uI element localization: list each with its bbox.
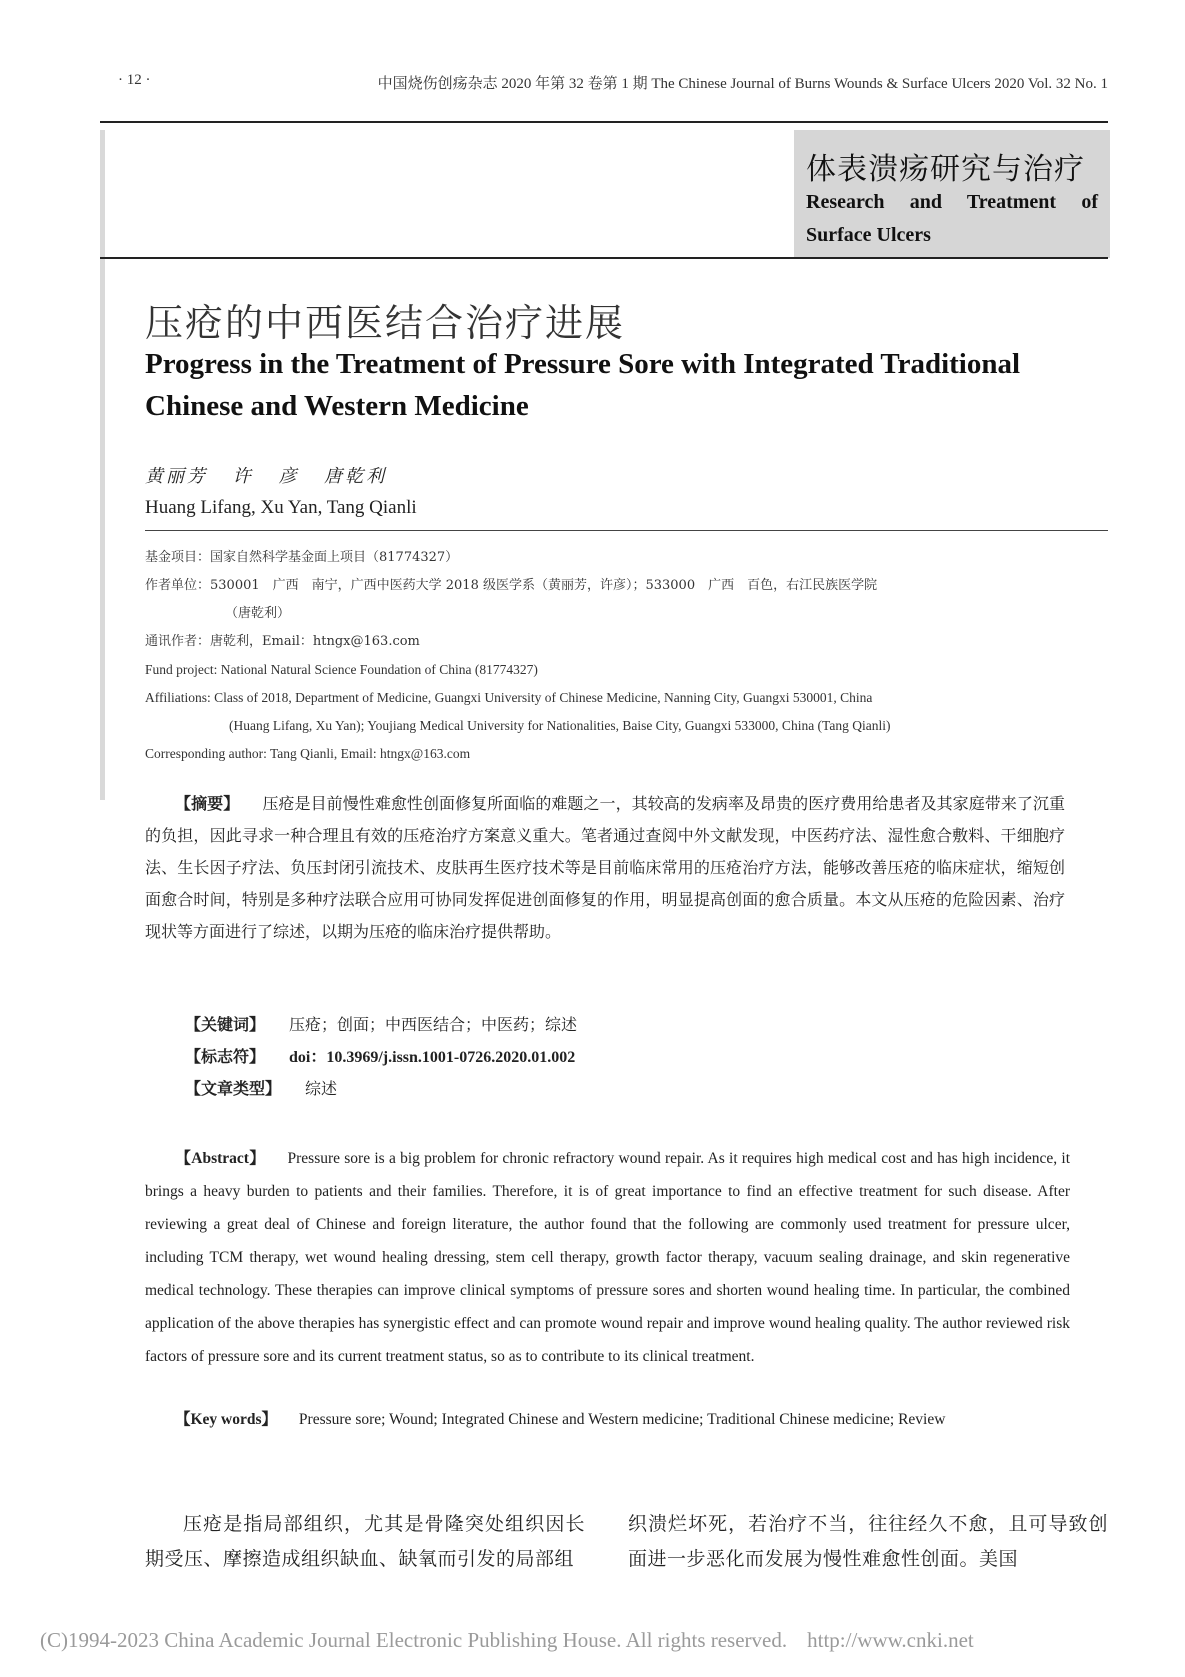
article-title-cn: 压疮的中西医结合治疗进展 — [145, 301, 626, 345]
column-label-box — [794, 130, 1110, 258]
fund-cn: 基金项目：国家自然科学基金面上项目（81774327） — [145, 550, 459, 565]
abstract-cn-text: 压疮是目前慢性难愈性创面修复所面临的难题之一，其较高的发病率及昂贵的医疗费用给患者及其家庭带来了沉重的负担，因此寻求一种合理且有效的压疮治疗方案意义重大。笔者通过查阅中外文献发现，中医药疗法、湿性愈合敷料、干细胞疗法、生长因子疗法、负压封闭引流技术、皮肤再生医疗技术等是目前临床常用的压疮治疗方法，能够改善压疮的临床症状，缩短创面愈合时间，特别是多种疗法联合应用可协同发挥促进创面修复的作用，明显提高创面的愈合质量。本文从压疮的危险因素、治疗现状等方面进行了综述，以期为压疮的临床治疗提供帮助。 — [145, 794, 1065, 941]
affiliation-en-cont: (Huang Lifang, Xu Yan); Youjiang Medical University for Nationalities, Baise City, Guangxi 533000, China (Tang Qianli) — [229, 718, 891, 733]
metadata-en — [145, 656, 1090, 768]
cnki-link[interactable]: http://www.cnki.net — [807, 1628, 974, 1652]
doi-text: doi：10.3969/j.issn.1001-0726.2020.01.002 — [289, 1049, 576, 1066]
keywords-en — [145, 1403, 1070, 1436]
authors-cn: 黄丽芳 许 彦 唐乾利 — [145, 466, 388, 487]
running-header — [118, 72, 1108, 98]
keywords-cn — [185, 1012, 577, 1035]
copyright-text: (C)1994-2023 China Academic Journal Electronic Publishing House. All rights reserved. — [40, 1628, 788, 1652]
authors-rule — [145, 530, 1108, 531]
column-label-cn: 体表溃疡研究与治疗 — [806, 152, 1085, 187]
page-number: · 12 · — [118, 72, 151, 88]
abstract-cn-tag: 【摘要】 — [175, 794, 240, 813]
article-type — [185, 1076, 337, 1099]
identifier-tag: 【标志符】 — [185, 1047, 266, 1066]
fund-en: Fund project: National Natural Science Foundation of China (81774327) — [145, 662, 538, 677]
body-column-left: 压疮是指局部组织，尤其是骨隆突处组织因长期受压、摩擦造成组织缺血、缺氧而引发的局部组 — [145, 1513, 585, 1570]
keywords-en-tag: 【Key words】 — [175, 1411, 278, 1428]
left-margin-bar — [100, 130, 105, 800]
affiliation-cn: 作者单位：530001 广西 南宁，广西中医药大学 2018 级医学系（黄丽芳，许彦）；533000 广西 百色，右江民族医学院 — [145, 578, 878, 593]
column-label-en-line1: Research and Treatment of — [806, 191, 1098, 213]
identifier — [185, 1044, 575, 1067]
corresponding-en: Corresponding author: Tang Qianli, Email: htngx@163.com — [145, 746, 471, 761]
affiliation-cn-cont: （唐乾利） — [225, 606, 291, 621]
keywords-cn-tag: 【关键词】 — [185, 1015, 266, 1034]
keywords-cn-text: 压疮；创面；中西医结合；中医药；综述 — [289, 1015, 578, 1034]
abstract-en — [145, 1142, 1070, 1373]
journal-header-text: 中国烧伤创疡杂志 2020 年第 32 卷第 1 期 The Chinese Journal of Burns Wounds & Surface Ulcers 2020 Vol. 32 No. 1 — [377, 76, 1108, 92]
column-label-en-line2: Surface Ulcers — [806, 224, 931, 246]
copyright-footer — [40, 1628, 974, 1653]
abstract-en-tag: 【Abstract】 — [175, 1150, 266, 1167]
abstract-en-text: Pressure sore is a big problem for chronic refractory wound repair. As it requires high medical cost and has high incidence, it brings a heavy burden to patients and their families. Therefore, it is of great importance to find an effective treatment for such disease. After reviewing a great deal of Chinese and foreign literature, the author found that the following are commonly used treatment for pressure ulcer, including TCM therapy, wet wound healing dressing, stem cell therapy, growth factor therapy, vacuum sealing drainage, and skin regenerative medical technology. These therapies can improve clinical symptoms of pressure sores and shorten wound healing time. In particular, the combined application of the above therapies has synergistic effect and can promote wound repair and improve wound healing quality. The author reviewed risk factors of pressure sore and its current treatment status, so as to contribute to its clinical treatment. — [145, 1150, 1070, 1365]
article-title-en: Progress in the Treatment of Pressure Sore with Integrated Traditional Chinese and Western Medicine — [145, 348, 1021, 422]
header-rule — [100, 121, 1108, 123]
metadata-cn — [145, 544, 1090, 656]
corresponding-cn: 通讯作者：唐乾利，Email：htngx@163.com — [145, 634, 420, 649]
article-type-tag: 【文章类型】 — [185, 1079, 282, 1098]
body-column-right: 织溃烂坏死，若治疗不当，往往经久不愈，且可导致创面进一步恶化而发展为慢性难愈性创面。美国 — [628, 1513, 1108, 1570]
abstract-cn — [145, 788, 1065, 948]
title-top-rule — [100, 257, 1108, 259]
keywords-en-text: Pressure sore; Wound; Integrated Chinese and Western medicine; Traditional Chinese medicine; Review — [298, 1411, 946, 1428]
affiliation-en: Affiliations: Class of 2018, Department of Medicine, Guangxi University of Chinese Medicine, Nanning City, Guangxi 530001, China — [145, 690, 873, 705]
article-type-text: 综述 — [305, 1079, 338, 1098]
authors-en: Huang Lifang, Xu Yan, Tang Qianli — [145, 497, 417, 518]
